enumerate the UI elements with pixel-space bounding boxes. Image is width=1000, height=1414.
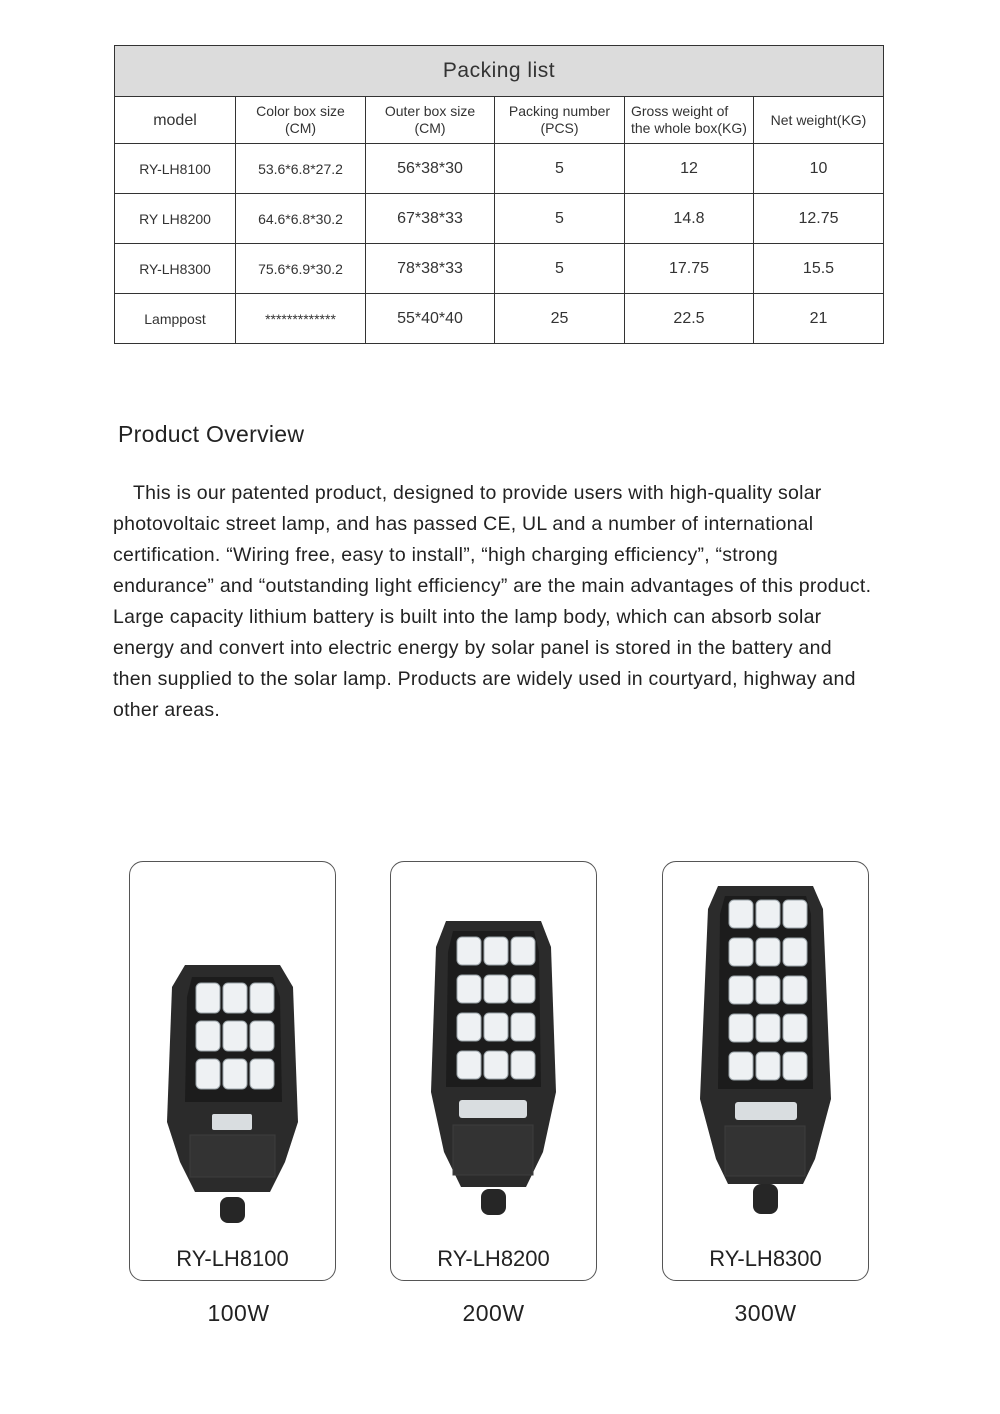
led-module <box>729 938 753 966</box>
led-module <box>756 976 780 1004</box>
cell-packing-number: 25 <box>495 294 625 344</box>
led-module <box>756 900 780 928</box>
led-module <box>457 937 481 965</box>
led-module <box>511 937 535 965</box>
led-module <box>729 1014 753 1042</box>
cell-outer-box: 67*38*33 <box>366 194 495 244</box>
cell-gross-weight: 22.5 <box>625 294 754 344</box>
product-card <box>129 861 336 1281</box>
led-module <box>484 1013 508 1041</box>
led-module <box>484 937 508 965</box>
led-module <box>729 900 753 928</box>
led-module <box>484 1051 508 1079</box>
led-module <box>250 1059 274 1089</box>
street-lamp-image <box>663 884 868 1229</box>
packing-list-title: Packing list <box>115 46 884 97</box>
cell-outer-box: 56*38*30 <box>366 144 495 194</box>
led-module <box>223 983 247 1013</box>
cell-packing-number: 5 <box>495 144 625 194</box>
overview-body: This is our patented product, designed to provide users with high-quality solar photovoltaic street lamp, and has passed CE, UL and a number of international certification. “Wiring free, easy to install”, “high charging efficiency”, “strong endurance” and “outstanding light efficiency” are the main advantages of this product. Large capacity lithium battery is built into the lamp body, which can absorb solar energy and convert into electric energy by solar panel is stored in the battery and then supplied to the solar lamp. Products are widely used in courtyard, highway and other areas. <box>113 482 872 721</box>
cell-color-box: 53.6*6.8*27.2 <box>236 144 366 194</box>
cell-model: RY-LH8300 <box>115 244 236 294</box>
cell-color-box: ************* <box>236 294 366 344</box>
cell-color-box: 64.6*6.8*30.2 <box>236 194 366 244</box>
cell-packing-number: 5 <box>495 194 625 244</box>
street-lamp-image <box>391 917 596 1227</box>
header-gross-weight: Gross weight of the whole box(KG) <box>625 97 754 144</box>
cell-net-weight: 10 <box>754 144 884 194</box>
led-module <box>223 1021 247 1051</box>
led-module <box>783 900 807 928</box>
led-module <box>511 975 535 1003</box>
led-module <box>511 1013 535 1041</box>
led-module <box>756 938 780 966</box>
cell-gross-weight: 12 <box>625 144 754 194</box>
led-module <box>756 1052 780 1080</box>
cell-packing-number: 5 <box>495 244 625 294</box>
header-net-weight: Net weight(KG) <box>754 97 884 144</box>
product-model-label: RY-LH8100 <box>176 1246 289 1271</box>
cell-model: Lamppost <box>115 294 236 344</box>
cell-color-box: 75.6*6.9*30.2 <box>236 244 366 294</box>
led-module <box>756 1014 780 1042</box>
packing-list-table <box>114 45 884 344</box>
table-row <box>115 244 884 294</box>
product-model-label: RY-LH8300 <box>709 1246 822 1271</box>
led-module <box>457 1051 481 1079</box>
table-row <box>115 294 884 344</box>
power-label: 200W <box>462 1300 525 1326</box>
led-module <box>250 1021 274 1051</box>
led-module <box>729 1052 753 1080</box>
power-label: 100W <box>207 1300 270 1326</box>
led-module <box>783 1052 807 1080</box>
street-lamp-image <box>130 957 335 1232</box>
header-outer-box-size: Outer box size (CM) <box>366 97 495 144</box>
cell-gross-weight: 17.75 <box>625 244 754 294</box>
led-module <box>457 975 481 1003</box>
led-module <box>196 983 220 1013</box>
led-module <box>196 1059 220 1089</box>
led-module <box>457 1013 481 1041</box>
cell-outer-box: 55*40*40 <box>366 294 495 344</box>
cell-net-weight: 15.5 <box>754 244 884 294</box>
table-row <box>115 194 884 244</box>
cell-outer-box: 78*38*33 <box>366 244 495 294</box>
header-packing-number: Packing number (PCS) <box>495 97 625 144</box>
product-card <box>390 861 597 1281</box>
cell-model: RY-LH8100 <box>115 144 236 194</box>
power-label: 300W <box>734 1300 797 1326</box>
cell-net-weight: 12.75 <box>754 194 884 244</box>
led-module <box>783 1014 807 1042</box>
led-module <box>783 938 807 966</box>
table-header-row <box>115 97 884 144</box>
led-module <box>484 975 508 1003</box>
product-card <box>662 861 869 1281</box>
led-module <box>196 1021 220 1051</box>
cell-gross-weight: 14.8 <box>625 194 754 244</box>
table-row <box>115 144 884 194</box>
led-module <box>250 983 274 1013</box>
led-panel <box>196 983 274 1089</box>
overview-title: Product Overview <box>118 421 305 447</box>
cell-model: RY LH8200 <box>115 194 236 244</box>
led-module <box>511 1051 535 1079</box>
header-model: model <box>115 97 236 144</box>
product-model-label: RY-LH8200 <box>437 1246 550 1271</box>
led-module <box>223 1059 247 1089</box>
cell-net-weight: 21 <box>754 294 884 344</box>
led-panel <box>729 900 807 1080</box>
header-color-box-size: Color box size (CM) <box>236 97 366 144</box>
led-module <box>783 976 807 1004</box>
led-module <box>729 976 753 1004</box>
